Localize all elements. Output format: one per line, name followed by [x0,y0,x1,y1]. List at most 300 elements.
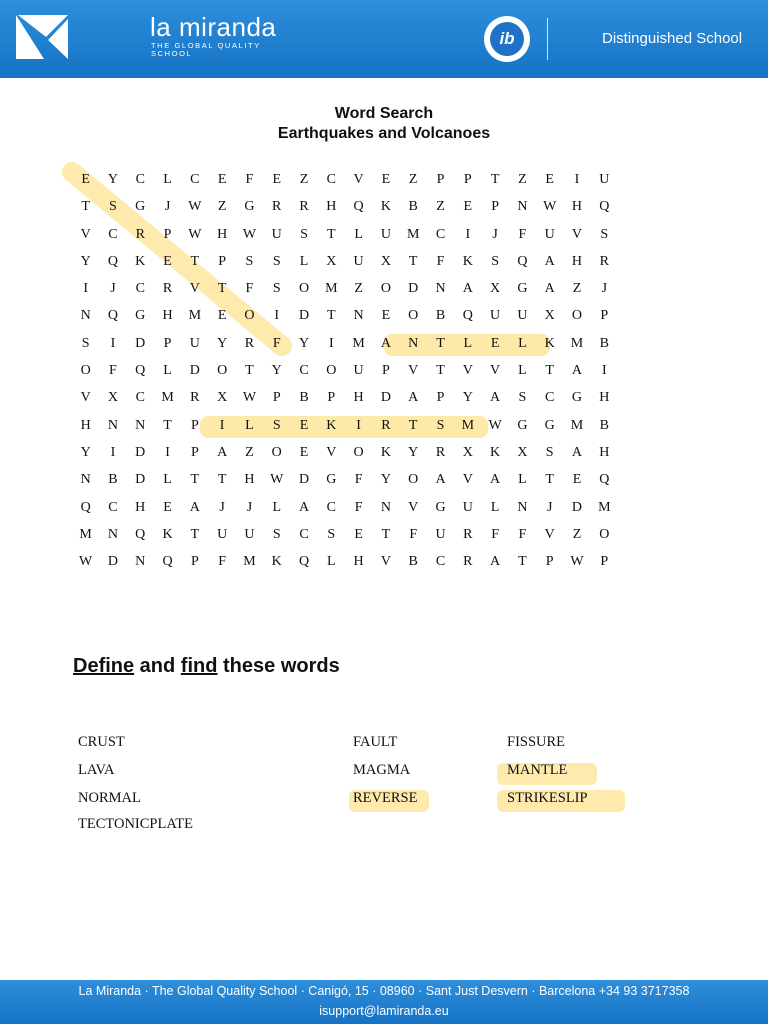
grid-cell: N [517,499,528,515]
grid-cell: W [79,554,93,570]
grid-cell: P [545,554,554,570]
grid-cell: T [327,226,336,242]
grid-cell: T [436,335,445,351]
grid-cell: S [245,253,254,269]
grid-cell: D [135,472,146,488]
grid-cell: L [245,417,254,433]
grid-cell: W [543,199,557,215]
grid-cell: N [107,526,118,542]
grid-cell: V [380,554,391,570]
grid-cell: F [354,499,363,515]
grid-cell: G [435,499,446,515]
grid-cell: R [244,335,255,351]
grid-cell: E [381,308,391,324]
grid-cell: H [599,444,610,460]
grid-cell: K [380,199,391,215]
grid-cell: B [299,390,309,406]
grid-cell: X [490,281,501,297]
grid-cell: M [570,335,584,351]
grid-cell: T [518,554,527,570]
grid-cell: V [189,281,200,297]
grid-cell: D [298,472,310,488]
grid-cell: M [352,335,365,351]
grid-cell: S [518,390,527,406]
define-rest: these words [217,655,340,677]
grid-cell: A [544,253,555,269]
grid-cell: P [163,226,172,242]
grid-cell: G [571,390,583,406]
grid-row [72,470,680,497]
word-fissure: FISSURE [507,734,566,750]
grid-cell: F [518,526,527,542]
grid-cell: B [435,308,446,324]
grid-cell: O [271,444,282,460]
grid-cell: F [245,172,254,187]
grid-cell: T [327,308,336,324]
grid-cell: K [135,253,146,269]
grid-cell: A [462,281,473,297]
grid-cell: E [299,417,309,433]
grid-cell: E [572,472,582,488]
grid-cell: N [135,554,146,570]
grid-row [72,525,680,552]
grid-cell: Z [354,281,363,297]
grid-cell: Q [135,363,146,379]
grid-cell: K [380,444,391,460]
grid-cell: R [272,199,282,215]
grid-cell: H [80,417,91,433]
grid-cell: A [380,335,391,351]
grid-cell: X [107,390,118,406]
grid-cell: T [190,253,200,269]
grid-cell: V [408,363,419,379]
grid-row [72,443,680,470]
grid-cell: H [244,472,255,488]
grid-cell: S [109,199,117,215]
grid-cell: N [107,417,118,433]
grid-cell: F [518,226,527,242]
grid-cell: U [544,226,555,242]
grid-cell: F [409,526,418,542]
grid-cell: V [353,172,364,187]
grid-cell: V [80,390,91,406]
grid-cell: I [274,308,280,324]
word-mantle: MANTLE [507,762,568,778]
grid-cell: O [244,308,255,324]
grid-cell: H [599,390,610,406]
grid-cell: Q [80,499,91,515]
grid-cell: Q [517,253,528,269]
grid-cell: N [435,281,446,297]
grid-cell: K [326,417,337,433]
define-word: Define [73,655,135,677]
grid-row [72,306,680,333]
grid-cell: S [300,226,308,242]
grid-cell: Z [436,199,445,215]
define-and: and [134,655,181,677]
grid-cell: F [272,335,281,351]
grid-cell: G [244,199,255,215]
grid-cell: J [110,281,116,297]
grid-cell: G [544,417,555,433]
grid-cell: G [326,472,337,488]
grid-cell: V [462,472,473,488]
grid-cell: U [435,526,446,542]
grid-cell: I [465,226,471,242]
grid-cell: E [381,172,391,187]
grid-cell: T [81,199,90,215]
grid-cell: C [545,390,555,406]
grid-cell: A [571,444,583,460]
grid-cell: A [408,390,419,406]
grid-cell: U [517,308,528,324]
grid-cell: L [272,499,281,515]
grid-cell: Z [572,281,582,297]
grid-cell: V [326,444,337,460]
grid-cell: U [462,499,473,515]
grid-cell: D [380,390,391,406]
grid-cell: H [353,554,364,570]
grid-cell: N [408,335,419,351]
grid-cell: A [189,499,200,515]
grid-cell: K [271,554,282,570]
grid-cell: T [245,363,254,379]
grid-cell: O [298,281,310,297]
grid-cell: C [299,363,309,379]
grid-cell: R [162,281,173,297]
grid-cell: C [326,172,336,187]
grid-cell: Q [298,554,310,570]
grid-cell: R [599,253,609,269]
find-word: find [180,655,218,677]
grid-row [72,279,680,306]
distinguished-school-label: Distinguished School [602,30,743,47]
grid-cell: H [571,253,583,269]
grid-row [72,416,680,443]
grid-cell: J [219,499,225,515]
grid-cell: L [463,335,473,351]
grid-cell: T [163,417,172,433]
grid-cell: N [80,308,91,324]
grid-cell: O [326,363,337,379]
grid-cell: O [217,363,228,379]
grid-cell: W [242,390,257,406]
grid-cell: K [490,444,501,460]
grid-row [72,361,680,388]
grid-cell: S [327,526,336,542]
page-title: Word Search [334,105,434,122]
grid-cell: S [600,226,609,242]
grid-cell: B [599,335,609,351]
grid-cell: I [110,444,116,460]
grid-cell: L [518,472,527,488]
grid-cell: C [108,499,118,515]
grid-cell: P [190,444,199,460]
grid-cell: Q [135,526,146,542]
grid-cell: P [163,335,172,351]
grid-cell: Y [298,335,310,351]
grid-cell: R [463,554,473,570]
grid-cell: V [462,363,473,379]
grid-cell: P [272,390,281,406]
grid-cell: C [190,172,200,187]
grid-cell: O [80,363,91,379]
grid-cell: I [165,444,170,460]
grid-cell: E [81,172,90,187]
grid-cell: O [408,472,419,488]
grid-cell: A [544,281,555,297]
grid-cell: T [217,472,227,488]
grid-cell: X [544,308,555,324]
grid-cell: S [272,281,281,297]
grid-cell: O [380,281,391,297]
brand-name: la miranda [150,12,277,42]
grid-cell: O [599,526,610,542]
word-magma: MAGMA [353,762,411,778]
grid-cell: J [492,226,498,242]
grid-cell: C [135,390,145,406]
grid-cell: Q [107,253,118,269]
grid-cell: H [326,199,337,215]
grid-cell: Y [271,363,282,379]
page-subtitle: Earthquakes and Volcanoes [277,125,491,142]
grid-cell: B [408,554,418,570]
grid-cell: M [598,499,611,515]
grid-cell: X [517,444,528,460]
footer-bar [0,980,768,1024]
grid-cell: S [81,335,90,351]
grid-cell: B [599,417,609,433]
grid-cell: D [135,444,146,460]
grid-cell: U [189,335,200,351]
grid-cell: E [163,499,172,515]
grid-cell: S [272,526,281,542]
grid-row [72,498,680,525]
grid-cell: C [135,172,145,187]
grid-cell: J [601,281,608,297]
grid-cell: Q [162,554,173,570]
grid-cell: K [462,253,473,269]
grid-cell: W [188,199,202,215]
word-search-grid [72,170,680,579]
grid-cell: V [490,363,501,379]
grid-cell: M [406,226,420,242]
grid-cell: Q [462,308,473,324]
grid-cell: N [135,417,146,433]
grid-cell: H [353,390,364,406]
grid-cell: O [353,444,364,460]
grid-cell: H [135,499,146,515]
grid-cell: Y [80,444,91,460]
grid-cell: T [190,472,200,488]
grid-cell: V [571,226,583,242]
grid-cell: P [382,363,390,379]
grid-cell: H [217,226,228,242]
grid-cell: E [163,253,172,269]
grid-cell: L [163,172,172,187]
grid-cell: A [298,499,310,515]
grid-cell: X [380,253,391,269]
grid-cell: S [272,417,281,433]
grid-cell: G [135,199,146,215]
grid-cell: Q [107,308,118,324]
grid-cell: Z [408,172,418,187]
word-strikeslip: STRIKESLIP [507,790,588,806]
grid-cell: Q [353,199,364,215]
grid-cell: A [490,390,501,406]
grid-cell: M [161,390,174,406]
brand-tagline: THE GLOBAL QUALITY SCHOOL [151,41,261,58]
grid-cell: D [107,554,118,570]
grid-cell: P [600,554,609,570]
grid-cell: T [545,472,554,488]
grid-cell: J [546,499,553,515]
grid-cell: V [408,499,419,515]
grid-cell: I [328,335,334,351]
grid-cell: Q [599,199,610,215]
grid-cell: Z [245,444,254,460]
grid-cell: P [463,172,472,187]
grid-row [72,334,680,361]
grid-row [72,388,680,415]
grid-cell: L [518,363,527,379]
grid-cell: W [270,472,284,488]
grid-cell: J [164,199,171,215]
grid-cell: B [108,472,118,488]
grid-cell: X [462,444,473,460]
grid-cell: A [435,472,446,488]
grid-cell: D [571,499,583,515]
define-heading [73,655,340,678]
grid-cell: G [517,281,528,297]
grid-cell: T [490,172,500,187]
grid-cell: A [490,554,501,570]
grid-cell: W [188,226,202,242]
grid-cell: T [381,526,391,542]
word-reverse: REVERSE [353,790,418,806]
grid-cell: A [490,472,501,488]
grid-cell: B [408,199,418,215]
grid-cell: W [570,554,584,570]
footer-email: isupport@lamiranda.eu [319,1004,449,1018]
grid-cell: F [436,253,445,269]
grid-cell: C [135,281,145,297]
grid-cell: U [217,526,228,542]
grid-cell: D [189,363,200,379]
grid-cell: C [299,526,309,542]
grid-cell: F [218,554,227,570]
grid-cell: R [299,199,309,215]
grid-cell: L [490,499,500,515]
grid-cell: W [488,417,502,433]
grid-cell: G [517,417,528,433]
grid-cell: T [408,253,418,269]
grid-cell: E [463,199,473,215]
grid-row [72,552,680,579]
grid-row [72,170,680,197]
grid-cell: L [163,363,172,379]
grid-cell: C [435,226,446,242]
grid-cell: I [83,281,88,297]
grid-cell: U [353,363,364,379]
grid-cell: I [356,417,361,433]
grid-cell: Y [80,253,91,269]
grid-cell: T [545,363,554,379]
grid-cell: X [217,390,228,406]
grid-cell: M [188,308,202,324]
grid-cell: Y [217,335,228,351]
grid-cell: M [570,417,584,433]
word-normal: NORMAL [78,790,141,806]
grid-cell: T [190,526,200,542]
grid-cell: M [325,281,338,297]
grid-cell: U [380,226,391,242]
word-tectonicplate: TECTONICPLATE [78,816,193,832]
word-lava: LAVA [78,762,115,778]
grid-cell: L [354,226,363,242]
grid-cell: P [600,308,609,324]
grid-row [72,252,680,279]
grid-cell: T [408,417,418,433]
grid-cell: E [217,172,227,187]
grid-cell: M [243,554,256,570]
grid-cell: U [490,308,501,324]
grid-cell: S [436,417,445,433]
grid-cell: J [246,499,253,515]
grid-cell: Z [518,172,527,187]
grid-cell: F [491,526,499,542]
grid-cell: U [271,226,282,242]
grid-cell: M [79,526,92,542]
grid-cell: V [80,226,91,242]
grid-cell: R [463,526,473,542]
grid-cell: E [272,172,281,187]
grid-cell: I [219,417,225,433]
grid-cell: H [162,308,173,324]
grid-cell: F [354,472,363,488]
grid-cell: I [601,363,607,379]
grid-cell: U [599,172,610,187]
grid-cell: Y [107,172,118,187]
grid-cell: K [544,335,555,351]
grid-cell: G [135,308,146,324]
grid-cell: P [491,199,499,215]
grid-cell: I [574,172,580,187]
grid-cell: D [408,281,419,297]
grid-cell: N [517,199,528,215]
grid-cell: N [353,308,364,324]
grid-cell: R [190,390,200,406]
grid-cell: R [135,226,145,242]
grid-cell: E [354,526,363,542]
grid-cell: X [326,253,337,269]
grid-cell: U [353,253,364,269]
grid-cell: Y [462,390,473,406]
grid-cell: R [435,444,446,460]
grid-cell: Z [299,172,309,187]
grid-cell: C [326,499,336,515]
grid-cell: P [218,253,227,269]
grid-cell: P [436,172,445,187]
word-crust: CRUST [78,734,125,750]
grid-cell: L [299,253,309,269]
grid-cell: Z [572,526,582,542]
grid-cell: P [190,417,199,433]
grid-cell: P [327,390,336,406]
grid-cell: E [299,444,309,460]
grid-cell: K [162,526,173,542]
grid-cell: E [490,335,500,351]
